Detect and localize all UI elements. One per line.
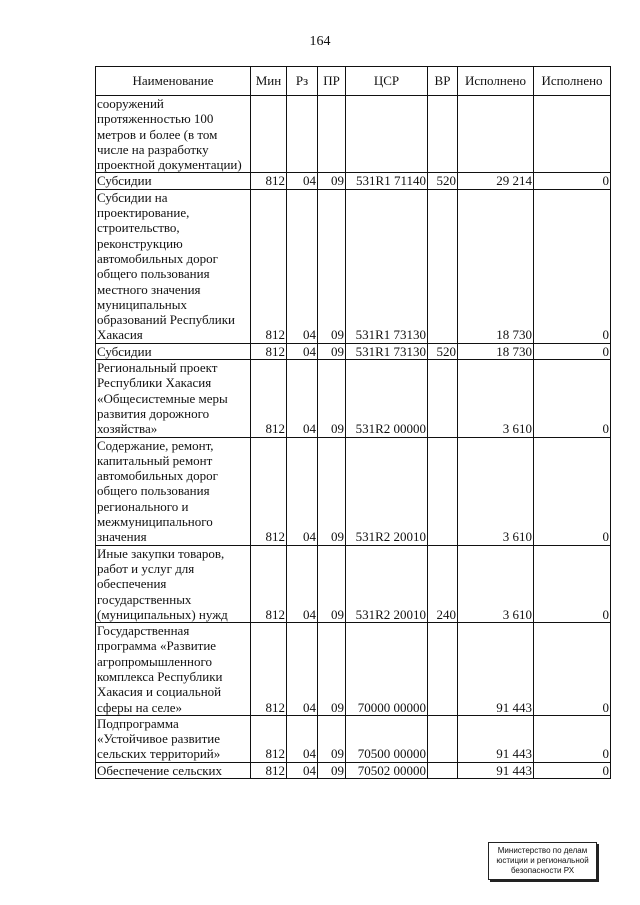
row-csr: 531R2 00000 xyxy=(346,360,428,437)
row-csr: 531R1 73130 xyxy=(346,189,428,343)
row-pr: 09 xyxy=(318,623,346,716)
row-rz xyxy=(287,96,318,173)
row-name: сооружений протяженностью 100 метров и более (в том числе на разработку проектной документации) xyxy=(96,96,251,173)
row-done-2: 0 xyxy=(534,715,611,762)
header-rz: Рз xyxy=(287,67,318,96)
row-pr: 09 xyxy=(318,189,346,343)
header-name: Наименование xyxy=(96,67,251,96)
row-min: 812 xyxy=(251,715,287,762)
stamp-line-2: юстиции и региональной xyxy=(496,856,589,865)
row-name: Субсидии xyxy=(96,173,251,189)
table-row xyxy=(96,437,611,545)
row-rz: 04 xyxy=(287,715,318,762)
row-pr: 09 xyxy=(318,762,346,778)
row-vr: 520 xyxy=(428,173,458,189)
header-csr: ЦСР xyxy=(346,67,428,96)
row-pr: 09 xyxy=(318,715,346,762)
header-min: Мин xyxy=(251,67,287,96)
row-done-2 xyxy=(534,96,611,173)
header-pr: ПР xyxy=(318,67,346,96)
row-done-2: 0 xyxy=(534,189,611,343)
row-done-1: 29 214 xyxy=(458,173,534,189)
table-row xyxy=(96,545,611,622)
row-name: Подпрограмма «Устойчивое развитие сельских территорий» xyxy=(96,715,251,762)
row-min: 812 xyxy=(251,623,287,716)
row-done-2: 0 xyxy=(534,437,611,545)
row-rz: 04 xyxy=(287,545,318,622)
row-min: 812 xyxy=(251,762,287,778)
table-header-row xyxy=(96,67,611,96)
row-pr: 09 xyxy=(318,173,346,189)
header-done-1: Исполнено xyxy=(458,67,534,96)
row-vr xyxy=(428,715,458,762)
row-rz: 04 xyxy=(287,623,318,716)
row-done-1 xyxy=(458,96,534,173)
table-row xyxy=(96,762,611,778)
row-pr: 09 xyxy=(318,545,346,622)
row-done-2: 0 xyxy=(534,762,611,778)
table-row xyxy=(96,715,611,762)
row-vr xyxy=(428,96,458,173)
row-done-1: 18 730 xyxy=(458,189,534,343)
row-done-2: 0 xyxy=(534,173,611,189)
header-done-2: Исполнено xyxy=(534,67,611,96)
row-done-1: 91 443 xyxy=(458,715,534,762)
row-name: Содержание, ремонт, капитальный ремонт автомобильных дорог общего пользования регионального и межмуниципального значения xyxy=(96,437,251,545)
table-row xyxy=(96,96,611,173)
ministry-stamp xyxy=(488,842,597,880)
row-done-1: 91 443 xyxy=(458,623,534,716)
row-csr xyxy=(346,96,428,173)
page-number: 164 xyxy=(309,34,331,49)
table-row xyxy=(96,173,611,189)
row-csr: 70500 00000 xyxy=(346,715,428,762)
row-name: Государственная программа «Развитие агропромышленного комплекса Республики Хакасия и социальной сферы на селе» xyxy=(96,623,251,716)
row-csr: 531R2 20010 xyxy=(346,545,428,622)
row-min xyxy=(251,96,287,173)
row-csr: 531R1 71140 xyxy=(346,173,428,189)
row-vr: 240 xyxy=(428,545,458,622)
row-name: Обеспечение сельских xyxy=(96,762,251,778)
row-vr xyxy=(428,189,458,343)
row-pr: 09 xyxy=(318,343,346,359)
stamp-line-3: безопасности РХ xyxy=(510,866,575,875)
row-pr xyxy=(318,96,346,173)
stamp-line-1: Министерство по делам xyxy=(497,846,588,855)
table-row xyxy=(96,189,611,343)
row-name: Региональный проект Республики Хакасия «Общесистемные меры развития дорожного хозяйства» xyxy=(96,360,251,437)
row-done-1: 18 730 xyxy=(458,343,534,359)
row-vr: 520 xyxy=(428,343,458,359)
row-min: 812 xyxy=(251,360,287,437)
row-csr: 70502 00000 xyxy=(346,762,428,778)
row-min: 812 xyxy=(251,545,287,622)
row-vr xyxy=(428,437,458,545)
row-csr: 70000 00000 xyxy=(346,623,428,716)
row-vr xyxy=(428,360,458,437)
table-row xyxy=(96,343,611,359)
row-vr xyxy=(428,762,458,778)
row-min: 812 xyxy=(251,173,287,189)
row-pr: 09 xyxy=(318,437,346,545)
row-rz: 04 xyxy=(287,762,318,778)
row-done-2: 0 xyxy=(534,623,611,716)
row-csr: 531R2 20010 xyxy=(346,437,428,545)
budget-table xyxy=(95,66,611,779)
header-vr: ВР xyxy=(428,67,458,96)
row-rz: 04 xyxy=(287,189,318,343)
row-name: Субсидии xyxy=(96,343,251,359)
row-pr: 09 xyxy=(318,360,346,437)
row-name: Иные закупки товаров, работ и услуг для обеспечения государственных (муниципальных) нужд xyxy=(96,545,251,622)
row-rz: 04 xyxy=(287,343,318,359)
row-rz: 04 xyxy=(287,173,318,189)
row-min: 812 xyxy=(251,437,287,545)
row-min: 812 xyxy=(251,343,287,359)
row-done-1: 3 610 xyxy=(458,360,534,437)
row-done-1: 3 610 xyxy=(458,437,534,545)
row-name: Субсидии на проектирование, строительство, реконструкцию автомобильных дорог общего пользования местного значения муниципальных образований Республики Хакасия xyxy=(96,189,251,343)
table-row xyxy=(96,623,611,716)
row-vr xyxy=(428,623,458,716)
row-rz: 04 xyxy=(287,360,318,437)
row-csr: 531R1 73130 xyxy=(346,343,428,359)
row-done-2: 0 xyxy=(534,545,611,622)
row-min: 812 xyxy=(251,189,287,343)
row-done-2: 0 xyxy=(534,360,611,437)
row-done-1: 91 443 xyxy=(458,762,534,778)
table-row xyxy=(96,360,611,437)
row-rz: 04 xyxy=(287,437,318,545)
row-done-1: 3 610 xyxy=(458,545,534,622)
row-done-2: 0 xyxy=(534,343,611,359)
